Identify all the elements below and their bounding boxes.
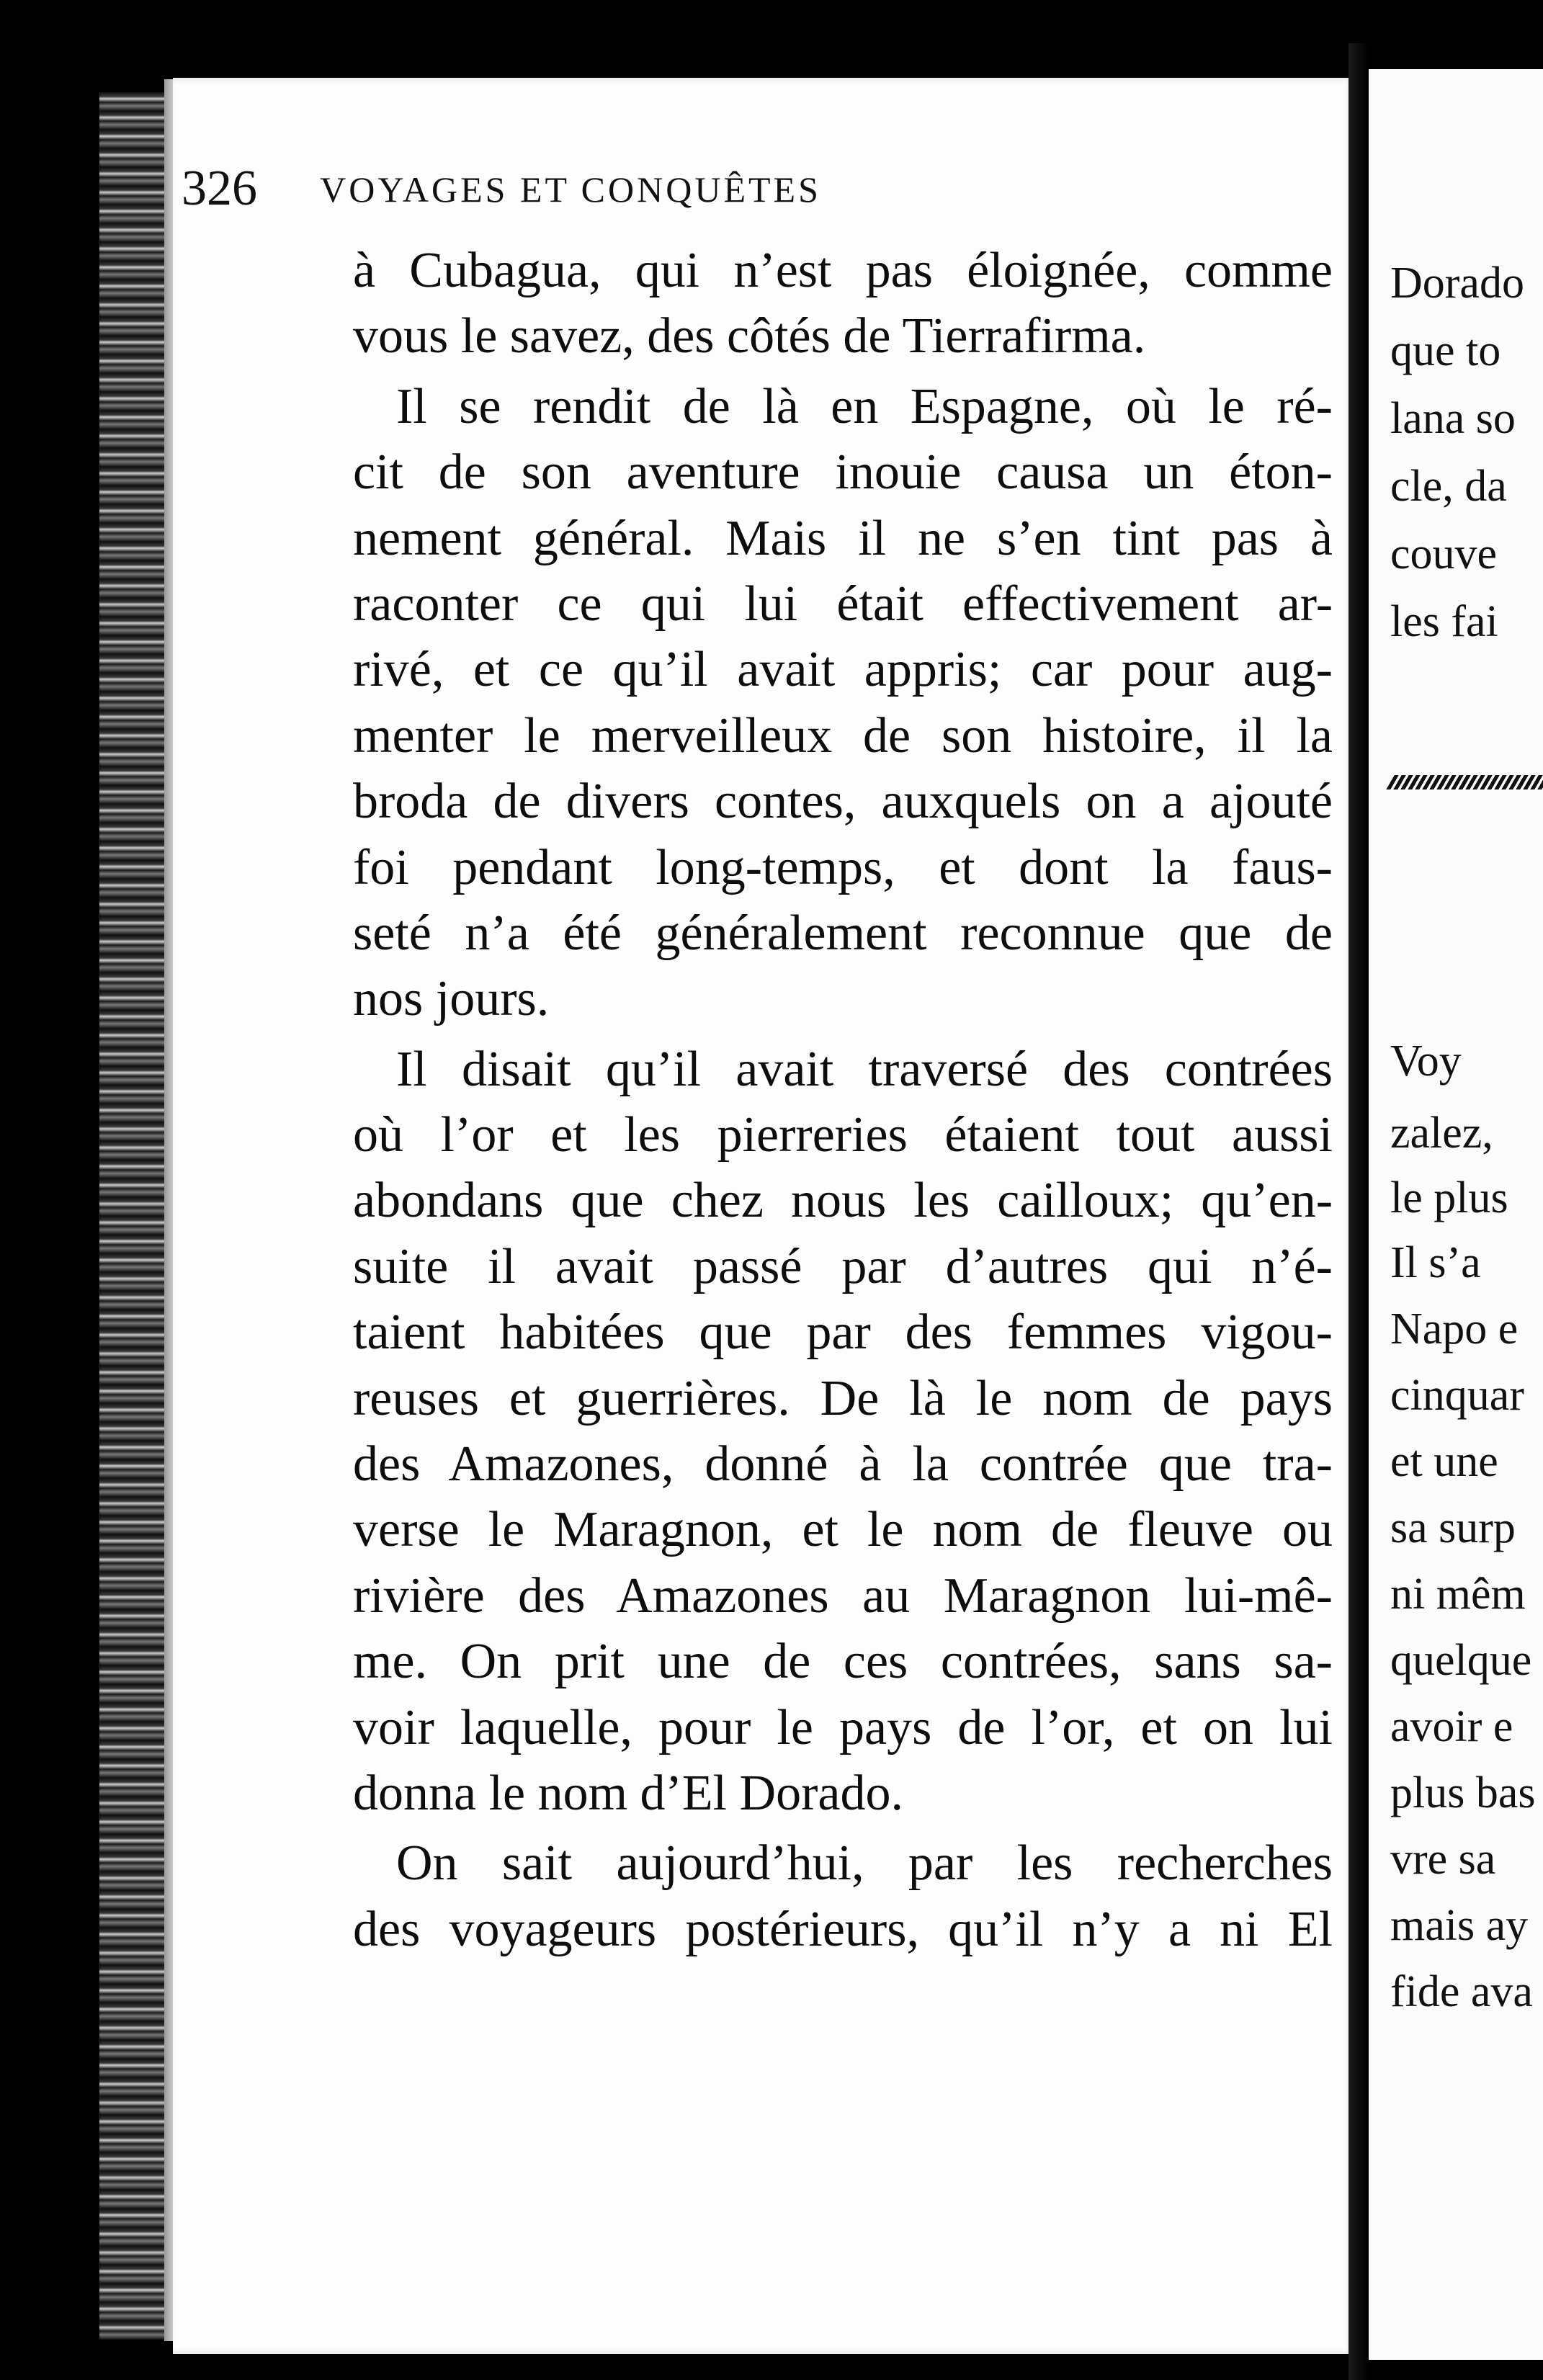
text-line: ni mêm: [1390, 1570, 1526, 1619]
right-page: [1369, 69, 1543, 2360]
running-title: VOYAGES ET CONQUÊTES: [320, 169, 821, 210]
text-line: le plus: [1390, 1173, 1508, 1222]
text-line: reuses et guerrières. De là le nom de pays: [353, 1370, 1333, 1426]
running-head: [182, 160, 1082, 218]
text-line: Il disait qu’il avait traversé des contrées: [396, 1041, 1333, 1097]
text-line: vre sa: [1390, 1835, 1496, 1884]
text-line: des voyageurs postérieurs, qu’il n’y a ni El: [353, 1901, 1333, 1957]
text-line: des Amazones, donné à la contrée que tra-: [353, 1436, 1333, 1493]
text-line: Napo e: [1390, 1305, 1519, 1354]
text-line: me. On prit une de ces contrées, sans sa-: [353, 1634, 1333, 1690]
body-text: [353, 238, 1333, 1962]
text-line: lana so: [1390, 394, 1516, 443]
text-line: nos jours.: [353, 971, 550, 1027]
text-line: raconter ce qui lui était effectivement ar-: [353, 576, 1333, 632]
text-line: zalez,: [1390, 1109, 1493, 1158]
text-line: rivé, et ce qu’il avait appris; car pour aug-: [353, 642, 1333, 698]
page-number: 326: [182, 161, 257, 216]
page-fold: [1349, 43, 1369, 2380]
text-line: Voy: [1390, 1037, 1462, 1086]
text-line: foi pendant long-temps, et dont la faus-: [353, 839, 1333, 895]
text-line: On sait aujourd’hui, par les recherches: [396, 1835, 1333, 1892]
text-line: avoir e: [1390, 1702, 1513, 1751]
text-line: sa surp: [1390, 1503, 1516, 1552]
ornament-rule: [1386, 775, 1543, 789]
text-line: les fai: [1390, 597, 1498, 646]
book-spine: [99, 92, 171, 2340]
text-line: Dorado: [1390, 259, 1524, 308]
text-line: fide ava: [1390, 1967, 1533, 2016]
text-line: et une: [1390, 1437, 1498, 1486]
text-line: broda de divers contes, auxquels on a ajouté: [353, 774, 1333, 830]
text-line: vous le savez, des côtés de Tierrafirma.: [353, 308, 1146, 364]
text-line: taient habitées que par des femmes vigou-: [353, 1305, 1333, 1361]
text-line: à Cubagua, qui n’est pas éloignée, comme: [353, 243, 1333, 298]
text-line: seté n’a été généralement reconnue que de: [353, 905, 1333, 961]
text-line: quelque: [1390, 1636, 1532, 1685]
text-line: Il s’a: [1390, 1238, 1481, 1287]
text-line: où l’or et les pierreries étaient tout aussi: [353, 1107, 1333, 1163]
text-line: couve: [1390, 529, 1498, 578]
text-line: rivière des Amazones au Maragnon lui-mê-: [353, 1567, 1333, 1624]
text-line: donna le nom d’El Dorado.: [353, 1765, 903, 1821]
text-line: Il se rendit de là en Espagne, où le ré-: [396, 378, 1333, 434]
text-line: cinquar: [1390, 1371, 1524, 1420]
text-line: voir laquelle, pour le pays de l’or, et on lui: [353, 1699, 1333, 1755]
text-line: mais ay: [1390, 1901, 1529, 1950]
text-line: cit de son aventure inouie causa un éton-: [353, 444, 1333, 501]
text-line: menter le merveilleux de son histoire, il la: [353, 707, 1333, 764]
text-line: nement général. Mais il ne s’en tint pas à: [353, 510, 1333, 566]
text-line: abondans que chez nous les cailloux; qu’en-: [353, 1173, 1333, 1229]
text-line: plus bas: [1390, 1768, 1536, 1817]
text-line: verse le Maragnon, et le nom de fleuve ou: [353, 1502, 1333, 1558]
text-line: cle, da: [1390, 462, 1507, 511]
text-line: suite il avait passé par d’autres qui n’é-: [353, 1238, 1333, 1294]
text-line: que to: [1390, 326, 1501, 375]
